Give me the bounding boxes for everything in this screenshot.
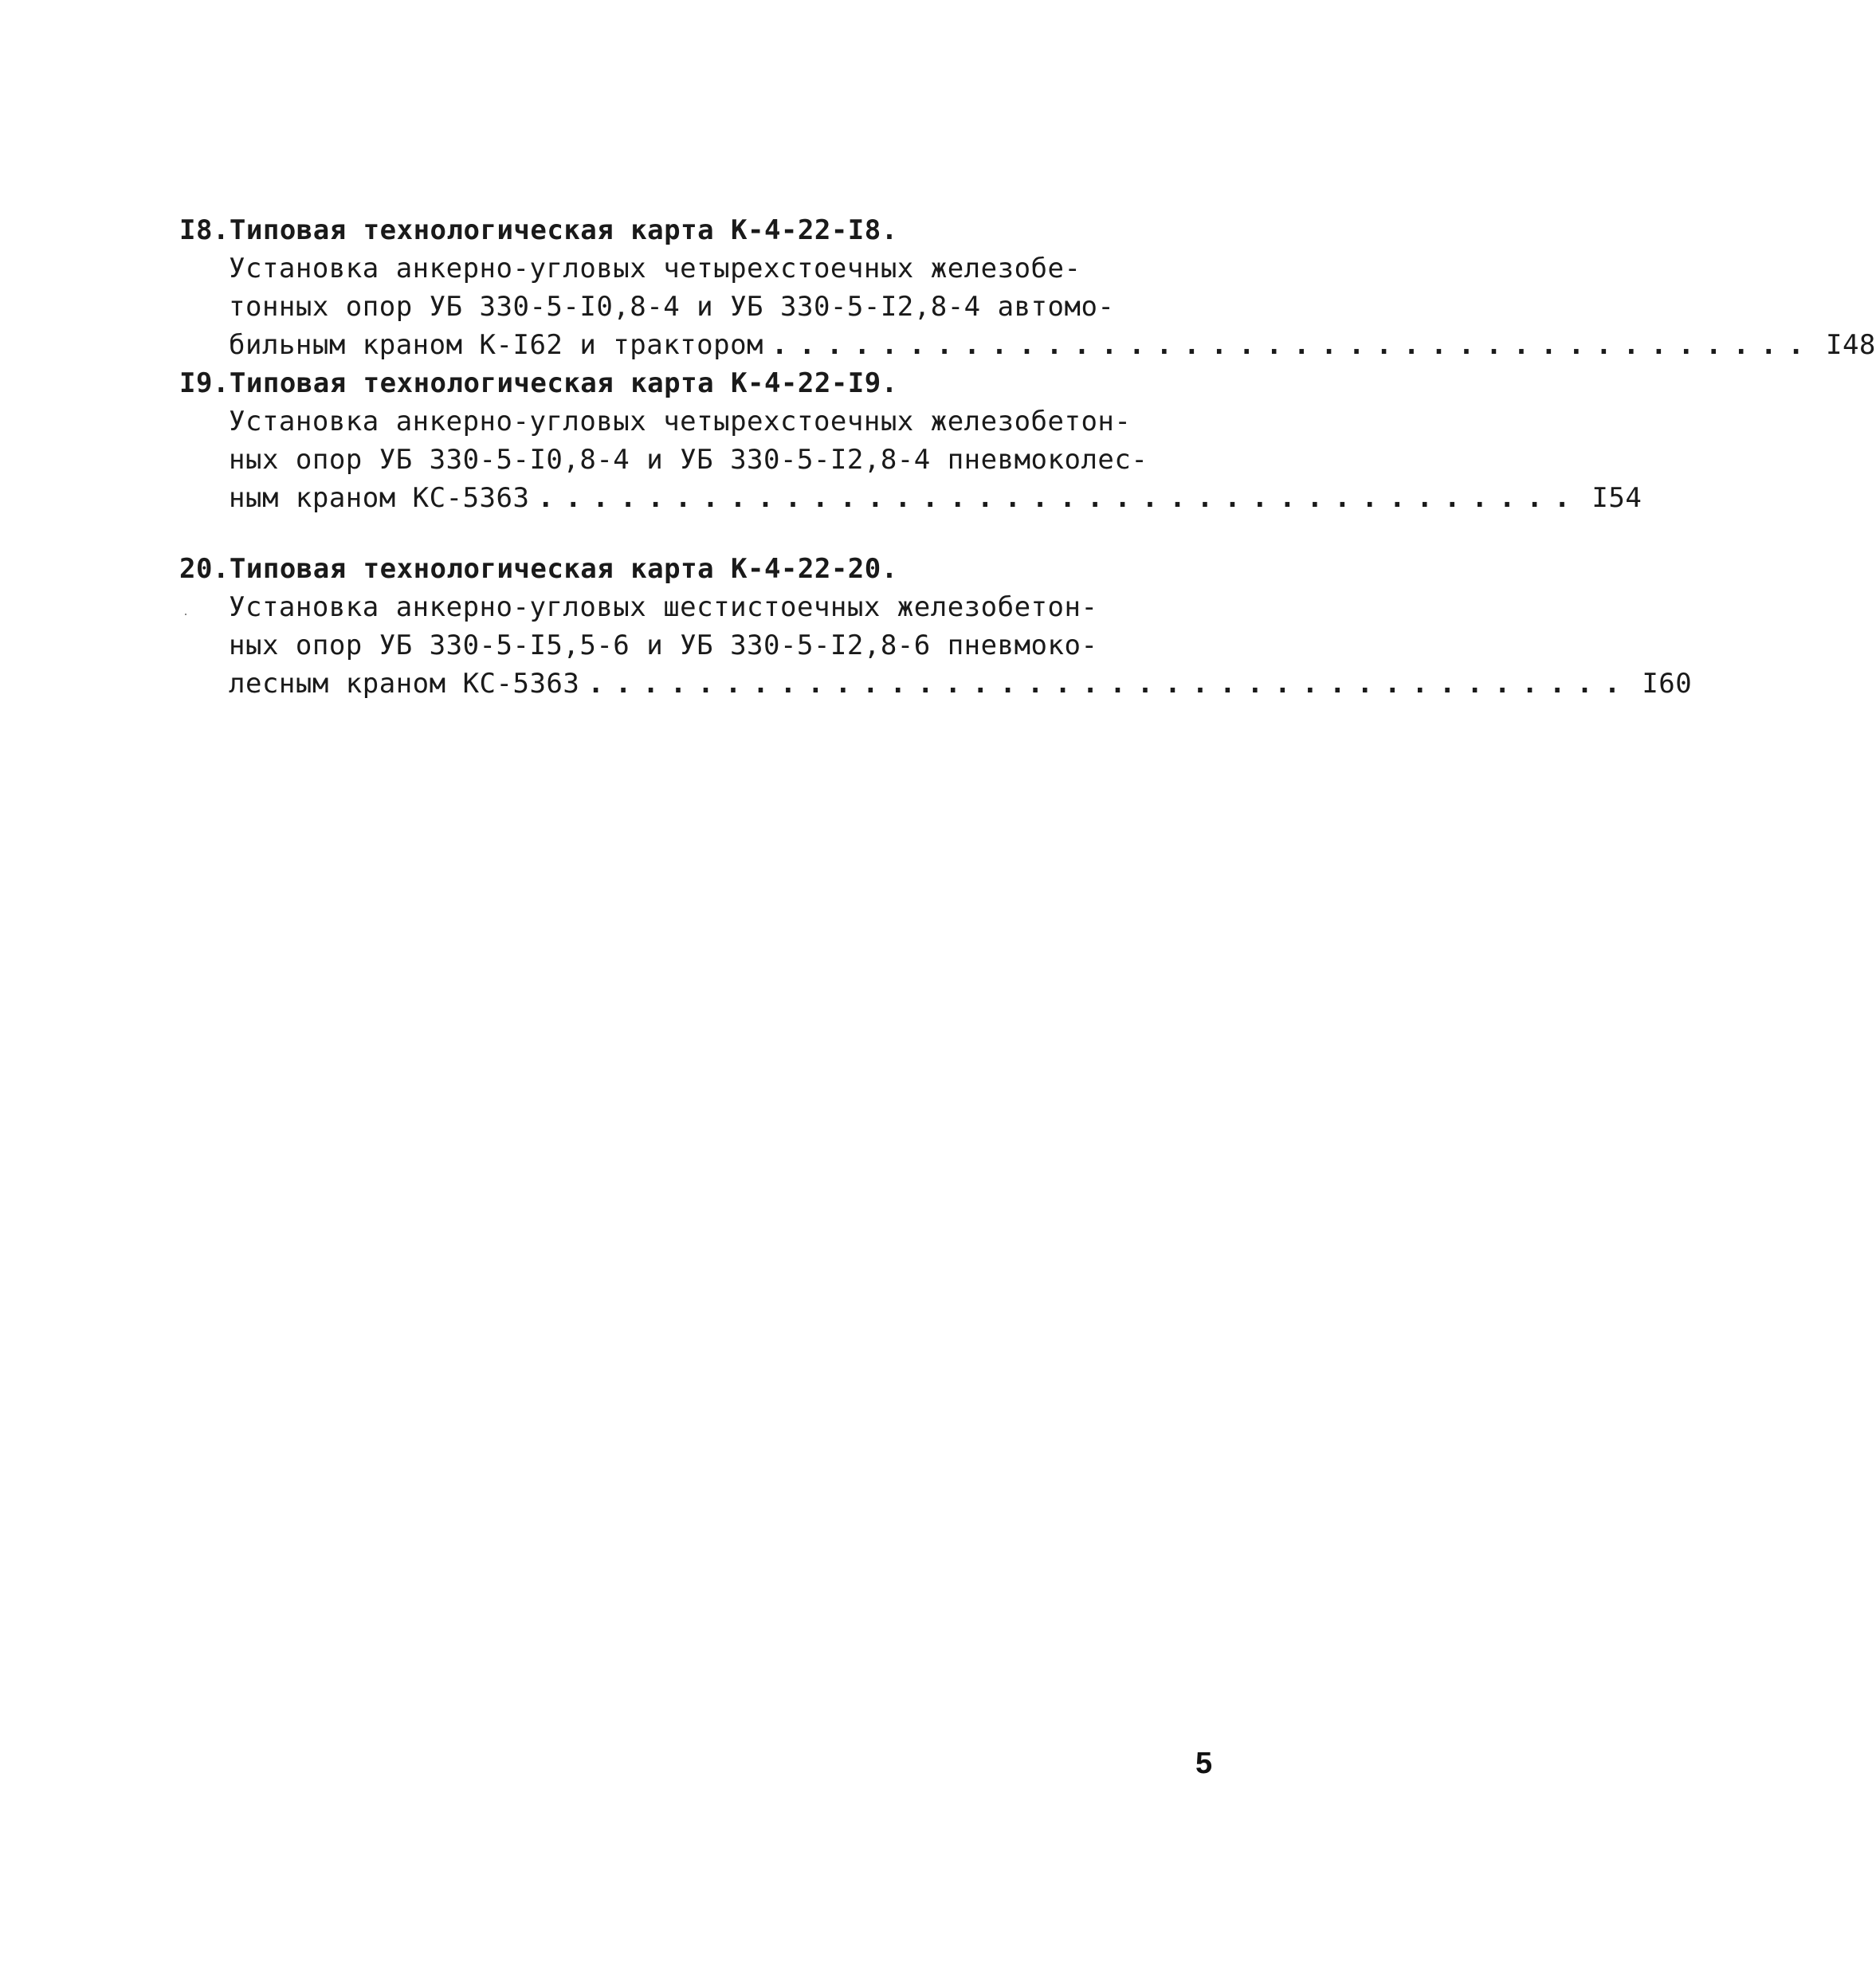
page-number: 5 [1195, 1747, 1213, 1780]
toc-entry-line: Установка анкерно-угловых четырехстоечных железобетон- [229, 406, 1132, 437]
toc-entry-title: Типовая технологическая карта К-4-22-20. [229, 553, 898, 585]
toc-entry-heading [179, 211, 1207, 249]
toc-entry-title: Типовая технологическая карта К-4-22-I9. [229, 367, 898, 399]
toc-entry-18[interactable] [179, 211, 1876, 364]
dot-leader: ...................................... [771, 329, 1815, 361]
toc-entry-page: I48 [1825, 329, 1876, 361]
toc-entry-line: бильным краном К-I62 и трактором [229, 329, 764, 361]
toc-entry-line: Установка анкерно-угловых четырехстоечных железобе- [229, 253, 1081, 284]
toc-entry-line: лесным краном КС-5363 [229, 668, 580, 700]
toc-entry-number: 20. [179, 553, 230, 585]
toc-entry-line: ным краном КС-5363 [229, 482, 530, 514]
toc-entry-heading [179, 364, 1207, 402]
toc-entry-page: I60 [1642, 668, 1693, 700]
toc-entry-description [179, 249, 1876, 364]
toc-entry-number: I8. [179, 214, 230, 246]
toc-entry-number: I9. [179, 367, 230, 399]
toc-entry-line: ных опор УБ 330-5-I5,5-6 и УБ 330-5-I2,8-6 пневмоко- [229, 630, 1098, 661]
toc-entry-description [179, 588, 1693, 703]
dot-leader: ...................................... [587, 668, 1632, 700]
scan-speck [185, 614, 186, 615]
toc-entry-last-line [229, 479, 1642, 517]
dot-leader: ...................................... [537, 482, 1582, 514]
toc-entry-line: Установка анкерно-угловых шестистоечных железобетон- [229, 591, 1098, 623]
toc-entry-19[interactable] [179, 364, 1642, 517]
toc-entry-description [179, 402, 1642, 517]
toc-entry-title: Типовая технологическая карта К-4-22-I8. [229, 214, 898, 246]
toc-entry-page: I54 [1591, 482, 1642, 514]
toc-entry-last-line [229, 665, 1693, 703]
toc-entry-last-line [229, 326, 1876, 364]
toc-entry-line: тонных опор УБ 330-5-I0,8-4 и УБ 330-5-I2,8-4 автомо- [229, 291, 1115, 323]
toc-entry-20[interactable] [179, 550, 1693, 703]
toc-entry-heading [179, 550, 1207, 588]
toc-entry-line: ных опор УБ 330-5-I0,8-4 и УБ 330-5-I2,8-4 пневмоколес- [229, 444, 1148, 476]
